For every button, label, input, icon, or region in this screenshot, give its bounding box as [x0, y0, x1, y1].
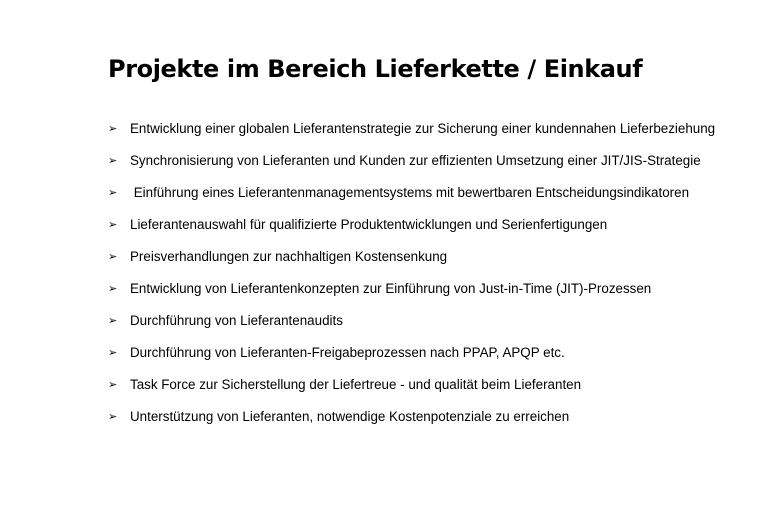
list-item-text: Entwicklung von Lieferantenkonzepten zur Einführung von Just-in-Time (JIT)-Prozessen: [130, 280, 652, 296]
arrow-bullet-icon: ➢: [108, 345, 118, 359]
list-item-text: Unterstützung von Lieferanten, notwendige Kostenpotenziale zu erreichen: [130, 408, 570, 424]
arrow-bullet-icon: ➢: [108, 249, 118, 263]
list-item: [108, 144, 748, 176]
list-item: [108, 304, 748, 336]
arrow-bullet-icon: ➢: [108, 377, 118, 391]
list-item-text: Durchführung von Lieferanten-Freigabeprozessen nach PPAP, APQP etc.: [130, 344, 565, 360]
arrow-bullet-icon: ➢: [108, 313, 118, 327]
list-item-text: Task Force zur Sicherstellung der Liefertreue - und qualität beim Lieferanten: [130, 376, 582, 392]
list-item-text: Durchführung von Lieferantenaudits: [130, 312, 343, 328]
list-item-text: Einführung eines Lieferantenmanagementsystems mit bewertbaren Entscheidungsindikatoren: [130, 184, 690, 200]
arrow-bullet-icon: ➢: [108, 281, 118, 295]
list-item: [108, 208, 748, 240]
list-item: [108, 240, 748, 272]
list-item: [108, 176, 748, 208]
bullet-list: [108, 112, 748, 432]
arrow-bullet-icon: ➢: [108, 185, 118, 199]
arrow-bullet-icon: ➢: [108, 153, 118, 167]
list-item: [108, 368, 748, 400]
list-item-text: Lieferantenauswahl für qualifizierte Produktentwicklungen und Serienfertigungen: [130, 216, 608, 232]
arrow-bullet-icon: ➢: [108, 121, 118, 135]
arrow-bullet-icon: ➢: [108, 217, 118, 231]
list-item-text: Preisverhandlungen zur nachhaltigen Kostensenkung: [130, 248, 448, 264]
arrow-bullet-icon: ➢: [108, 409, 118, 423]
list-item: [108, 336, 748, 368]
slide-title: Projekte im Bereich Lieferkette / Einkauf: [108, 55, 643, 83]
list-item: [108, 400, 748, 432]
list-item-text: Entwicklung einer globalen Lieferantenstrategie zur Sicherung einer kundennahen Lieferbeziehung: [130, 120, 716, 136]
list-item-text: Synchronisierung von Lieferanten und Kunden zur effizienten Umsetzung einer JIT/JIS-Strategie: [130, 152, 701, 168]
list-item: [108, 272, 748, 304]
list-item: [108, 112, 748, 144]
